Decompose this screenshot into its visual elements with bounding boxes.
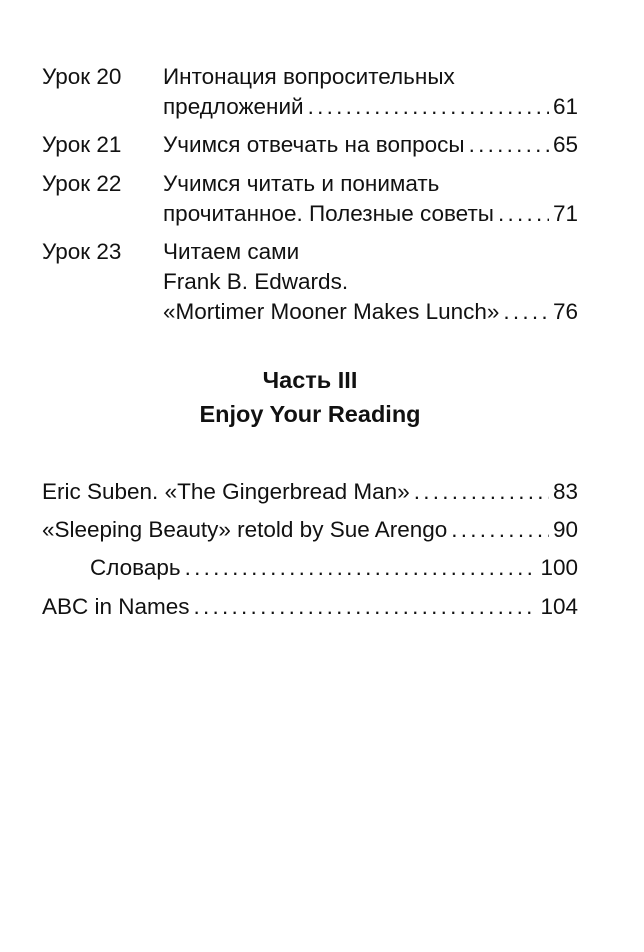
page-number: 90 <box>552 517 578 542</box>
part-title: Enjoy Your Reading <box>199 401 421 427</box>
entry-title: ABC in Names <box>42 594 190 619</box>
dot-leader <box>451 515 549 545</box>
page-number: 100 <box>540 555 578 580</box>
page-number: 104 <box>540 594 578 619</box>
lesson-title-end: предложений <box>163 94 304 119</box>
lesson-title-leader-line <box>163 130 578 160</box>
entry-title: Eric Suben. «The Gingerbread Man» <box>42 479 410 504</box>
page-number: 71 <box>552 201 578 226</box>
entry-title: «Sleeping Beauty» retold by Sue Arengo <box>42 517 448 542</box>
dot-leader <box>469 130 549 160</box>
part-label: Часть III <box>262 367 358 393</box>
dot-leader <box>185 553 537 583</box>
page-number: 76 <box>552 299 578 324</box>
page-number: 83 <box>552 479 578 504</box>
lesson-title-end: прочитанное. Полезные советы <box>163 201 494 226</box>
lesson-title-line: Читаем сами <box>163 239 300 264</box>
toc-entry <box>42 592 578 622</box>
lesson-title-line: Frank B. Edwards. <box>163 269 349 294</box>
lesson-title-leader-line <box>163 297 578 327</box>
lesson-number: Урок 21 <box>42 132 122 157</box>
lesson-number: Урок 20 <box>42 64 122 89</box>
lesson-title-line: Учимся читать и понимать <box>163 171 440 196</box>
toc-entry <box>42 477 578 507</box>
lesson-title-leader-line <box>163 92 578 122</box>
toc-entry <box>42 515 578 545</box>
lesson-title-end: Учимся отвечать на вопросы <box>163 132 465 157</box>
dot-leader <box>308 92 549 122</box>
entry-title: Словарь <box>90 555 181 580</box>
lesson-title-line: Интонация вопросительных <box>163 64 455 89</box>
dot-leader <box>414 477 549 507</box>
lesson-title-end: «Mortimer Mooner Makes Lunch» <box>163 299 500 324</box>
lesson-title-leader-line <box>163 199 578 229</box>
dot-leader <box>503 297 549 327</box>
dot-leader <box>194 592 537 622</box>
lesson-number: Урок 23 <box>42 239 122 264</box>
dot-leader <box>498 199 549 229</box>
toc-entry-glossary <box>90 553 578 583</box>
page-number: 61 <box>552 94 578 119</box>
lesson-number: Урок 22 <box>42 171 122 196</box>
page-number: 65 <box>552 132 578 157</box>
